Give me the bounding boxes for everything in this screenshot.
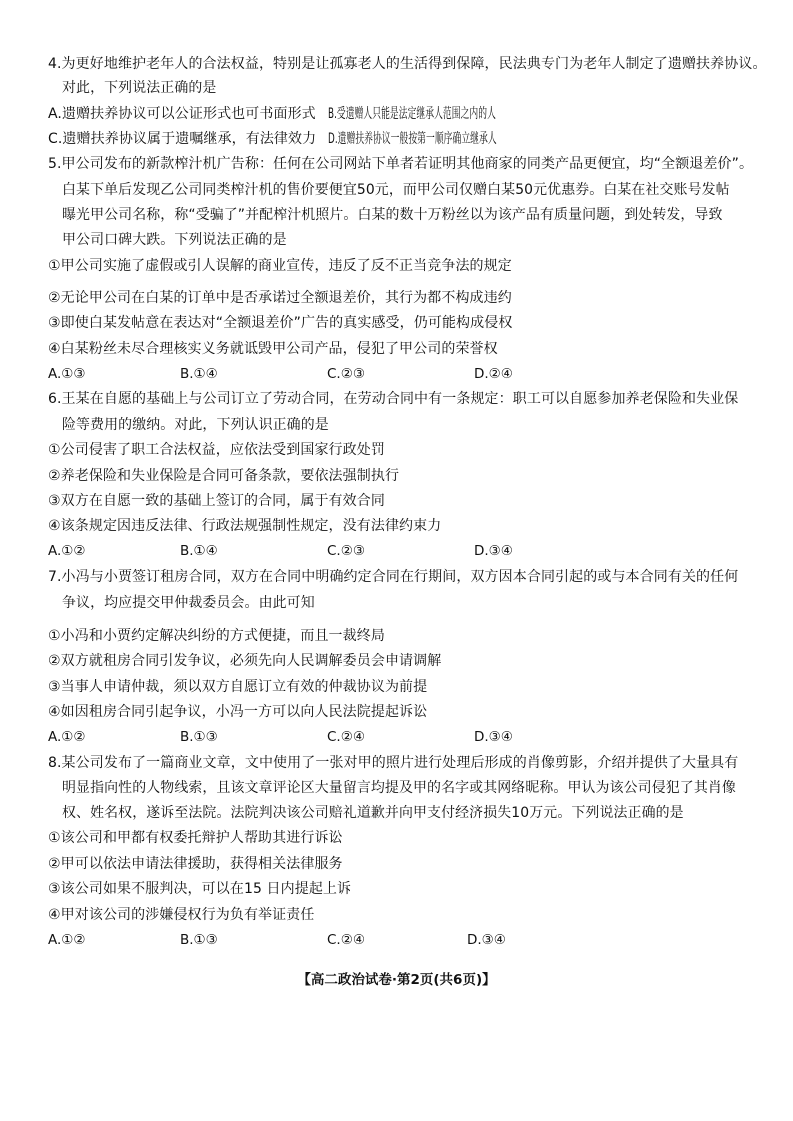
q8-options [48, 930, 748, 950]
q4-option-b: B.受遗赠人只能是法定继承人范围之内的人 [328, 106, 496, 122]
q4-option-d: D.遗赠扶养协议一般按第一顺序确立继承人 [328, 131, 497, 147]
q6-statement-2: ②养老保险和失业保险是合同可备条款，要依法强制执行 [48, 468, 400, 484]
q8-option-a: A.①② [48, 932, 86, 948]
q8-option-b: B.①③ [180, 932, 218, 948]
q4-stem-line1: 4.为更好地维护老年人的合法权益，特别是让孤寡老人的生活得到保障，民法典专门为老年人制定了遗赠扶养协议。 [48, 56, 767, 72]
q5-option-c: C.②③ [327, 366, 365, 382]
q5-stem-line2: 白某下单后发现乙公司同类榨汁机的售价要便宜50元，而甲公司仅赠白某50元优惠券。白某在社交账号发帖 [62, 182, 730, 198]
q6-option-c: C.②③ [327, 543, 365, 559]
q5-stem-line4: 甲公司口碑大跌。下列说法正确的是 [62, 232, 287, 248]
q8-statement-4: ④甲对该公司的涉嫌侵权行为负有举证责任 [48, 907, 315, 923]
q7-options [48, 727, 748, 747]
q8-stem-line1: 8.某公司发布了一篇商业文章，文中使用了一张对甲的照片进行处理后形成的肖像剪影，介绍并提供了大量具有 [48, 755, 739, 771]
q8-option-d: D.③④ [467, 932, 506, 948]
q5-statement-3: ③即使白某发帖意在表达对“全额退差价”广告的真实感受，仍可能构成侵权 [48, 315, 513, 331]
q5-statement-1: ①甲公司实施了虚假或引人误解的商业宣传，违反了反不正当竞争法的规定 [48, 258, 512, 274]
q8-option-c: C.②④ [327, 932, 365, 948]
q7-statement-3: ③当事人申请仲裁，须以双方自愿订立有效的仲裁协议为前提 [48, 679, 428, 695]
q7-option-a: A.①② [48, 729, 86, 745]
q5-stem-line1: 5.甲公司发布的新款榨汁机广告称：任何在公司网站下单者若证明其他商家的同类产品更便宜，均“全额退差价”。 [48, 156, 754, 172]
q7-statement-1: ①小冯和小贾约定解决纠纷的方式便捷，而且一裁终局 [48, 628, 385, 644]
q4-stem-line2: 对此，下列说法正确的是 [62, 80, 217, 96]
q5-option-b: B.①④ [180, 366, 218, 382]
q5-statement-4: ④白某粉丝未尽合理核实义务就诋毁甲公司产品，侵犯了甲公司的荣誉权 [48, 341, 498, 357]
q7-option-b: B.①③ [180, 729, 218, 745]
q5-option-a: A.①③ [48, 366, 86, 382]
q7-stem-line2: 争议，均应提交甲仲裁委员会。由此可知 [62, 595, 315, 611]
q5-statement-2: ②无论甲公司在白某的订单中是否承诺过全额退差价，其行为都不构成违约 [48, 290, 512, 306]
q7-statement-2: ②双方就租房合同引发争议，必须先向人民调解委员会申请调解 [48, 653, 442, 669]
q7-statement-4: ④如因租房合同引起争议，小冯一方可以向人民法院提起诉讼 [48, 704, 428, 720]
q6-stem-line2: 险等费用的缴纳。对此，下列认识正确的是 [62, 417, 329, 433]
q6-statement-3: ③双方在自愿一致的基础上签订的合同，属于有效合同 [48, 493, 385, 509]
q6-option-b: B.①④ [180, 543, 218, 559]
q7-option-d: D.③④ [474, 729, 513, 745]
q5-option-d: D.②④ [474, 366, 513, 382]
q6-options [48, 541, 748, 561]
q4-option-a: A.遗赠扶养协议可以公证形式也可书面形式 [48, 106, 316, 122]
q6-option-d: D.③④ [474, 543, 513, 559]
q5-stem-line3: 曝光甲公司名称，称“受骗了”并配榨汁机照片。白某的数十万粉丝以为该产品有质量问题，到处转发，导致 [62, 207, 723, 223]
q6-statement-1: ①公司侵害了职工合法权益，应依法受到国家行政处罚 [48, 442, 385, 458]
q7-option-c: C.②④ [327, 729, 365, 745]
q6-option-a: A.①② [48, 543, 86, 559]
q6-statement-4: ④该条规定因违反法律、行政法规强制性规定，没有法律约束力 [48, 518, 442, 534]
q5-options [48, 364, 748, 384]
q7-stem-line1: 7.小冯与小贾签订租房合同，双方在合同中明确约定合同在行期间，双方因本合同引起的或与本合同有关的任何 [48, 569, 739, 585]
q8-stem-line2: 明显指向性的人物线索，且该文章评论区大量留言均提及甲的名字或其网络昵称。甲认为该公司侵犯了其肖像 [62, 780, 736, 796]
q8-statement-3: ③该公司如果不服判决，可以在15 日内提起上诉 [48, 881, 352, 897]
q6-stem-line1: 6.王某在自愿的基础上与公司订立了劳动合同，在劳动合同中有一条规定：职工可以自愿参加养老保险和失业保 [48, 391, 739, 407]
q8-stem-line3: 权、姓名权，遂诉至法院。法院判决该公司赔礼道歉并向甲支付经济损失10万元。下列说法正确的是 [62, 805, 684, 821]
q4-option-c: C.遗赠扶养协议属于遗嘱继承，有法律效力 [48, 131, 317, 147]
q8-statement-2: ②甲可以依法申请法律援助，获得相关法律服务 [48, 856, 343, 872]
q8-statement-1: ①该公司和甲都有权委托辩护人帮助其进行诉讼 [48, 830, 343, 846]
page-footer: 【高二政治试卷·第2页(共6页)】 [297, 972, 496, 988]
